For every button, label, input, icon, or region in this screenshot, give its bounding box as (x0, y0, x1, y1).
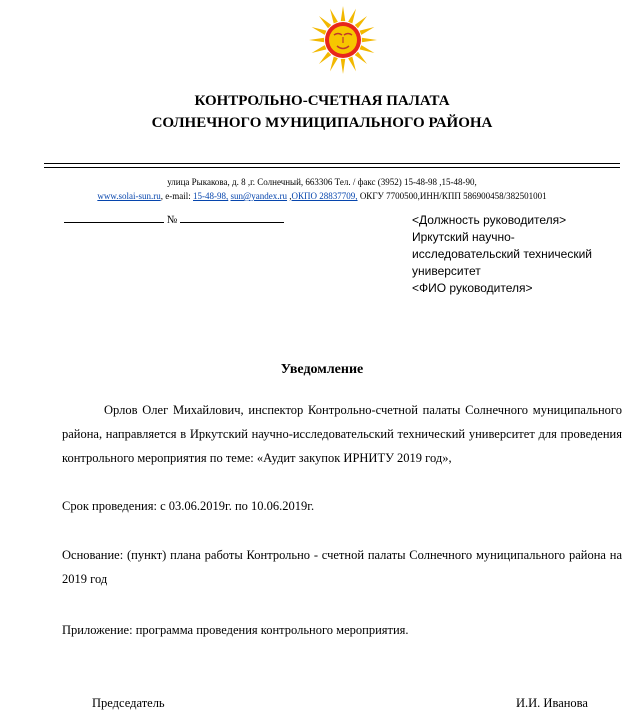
organization-name-line1: КОНТРОЛЬНО-СЧЕТНАЯ ПАЛАТА (194, 93, 450, 109)
organization-name-line2: СОЛНЕЧНОГО МУНИЦИПАЛЬНОГО РАЙОНА (151, 115, 493, 131)
addressee-block (412, 212, 617, 297)
notice-period: Срок проведения: с 03.06.2019г. по 10.06.2019г. (62, 499, 315, 513)
notice-title: Уведомление (280, 362, 364, 377)
sun-emblem-icon (307, 4, 379, 76)
requisites-text: ОКГУ 7700500,ИНН/КПП 586900458/382501001 (357, 191, 547, 201)
website-link[interactable]: www.solai-sun.ru (97, 191, 161, 201)
email-phone-link[interactable]: 15-48-98, (193, 191, 229, 201)
registration-number-line (64, 212, 284, 226)
addressee-org-line3: университет (412, 264, 481, 278)
notice-basis: Основание: (пункт) плана работы Контрольно - счетной палаты Солнечного муниципального района на 2019 год (62, 548, 622, 586)
date-blank (64, 212, 164, 223)
header-divider-top (44, 163, 620, 164)
addressee-org-line2: исследовательский технический (412, 247, 593, 261)
notice-body: Орлов Олег Михайлович, инспектор Контрольно-счетной палаты Солнечного муниципального района, направляется в Иркутский научно-исследовательский технический университет для проведения контрольного мероприятия по теме: «Аудит закупок ИРНИТУ 2019 год», (62, 403, 622, 465)
notice-attachment: Приложение: программа проведения контрольного мероприятия. (62, 623, 409, 637)
addressee-org-line1: Иркутский научно- (412, 230, 515, 244)
addressee-position: <Должность руководителя> (412, 213, 567, 227)
signatory-name: И.И. Иванова (516, 696, 588, 710)
contact-details-line (0, 190, 644, 202)
email-label: , e-mail: (160, 191, 194, 201)
header-divider-bottom (44, 167, 620, 168)
okpo-separator: , (287, 191, 292, 201)
contact-address-line: улица Рыкакова, д. 8 ,г. Солнечный, 663306 Тел. / факс (3952) 15-48-98 ,15-48-90, (167, 177, 477, 187)
signatory-role: Председатель (92, 696, 165, 710)
email-link[interactable]: sun@yandex.ru (230, 191, 288, 201)
number-blank (180, 212, 284, 223)
okpo-link[interactable]: ОКПО 28837709, (291, 191, 358, 201)
addressee-name: <ФИО руководителя> (412, 281, 533, 295)
number-sign: № (166, 214, 178, 226)
